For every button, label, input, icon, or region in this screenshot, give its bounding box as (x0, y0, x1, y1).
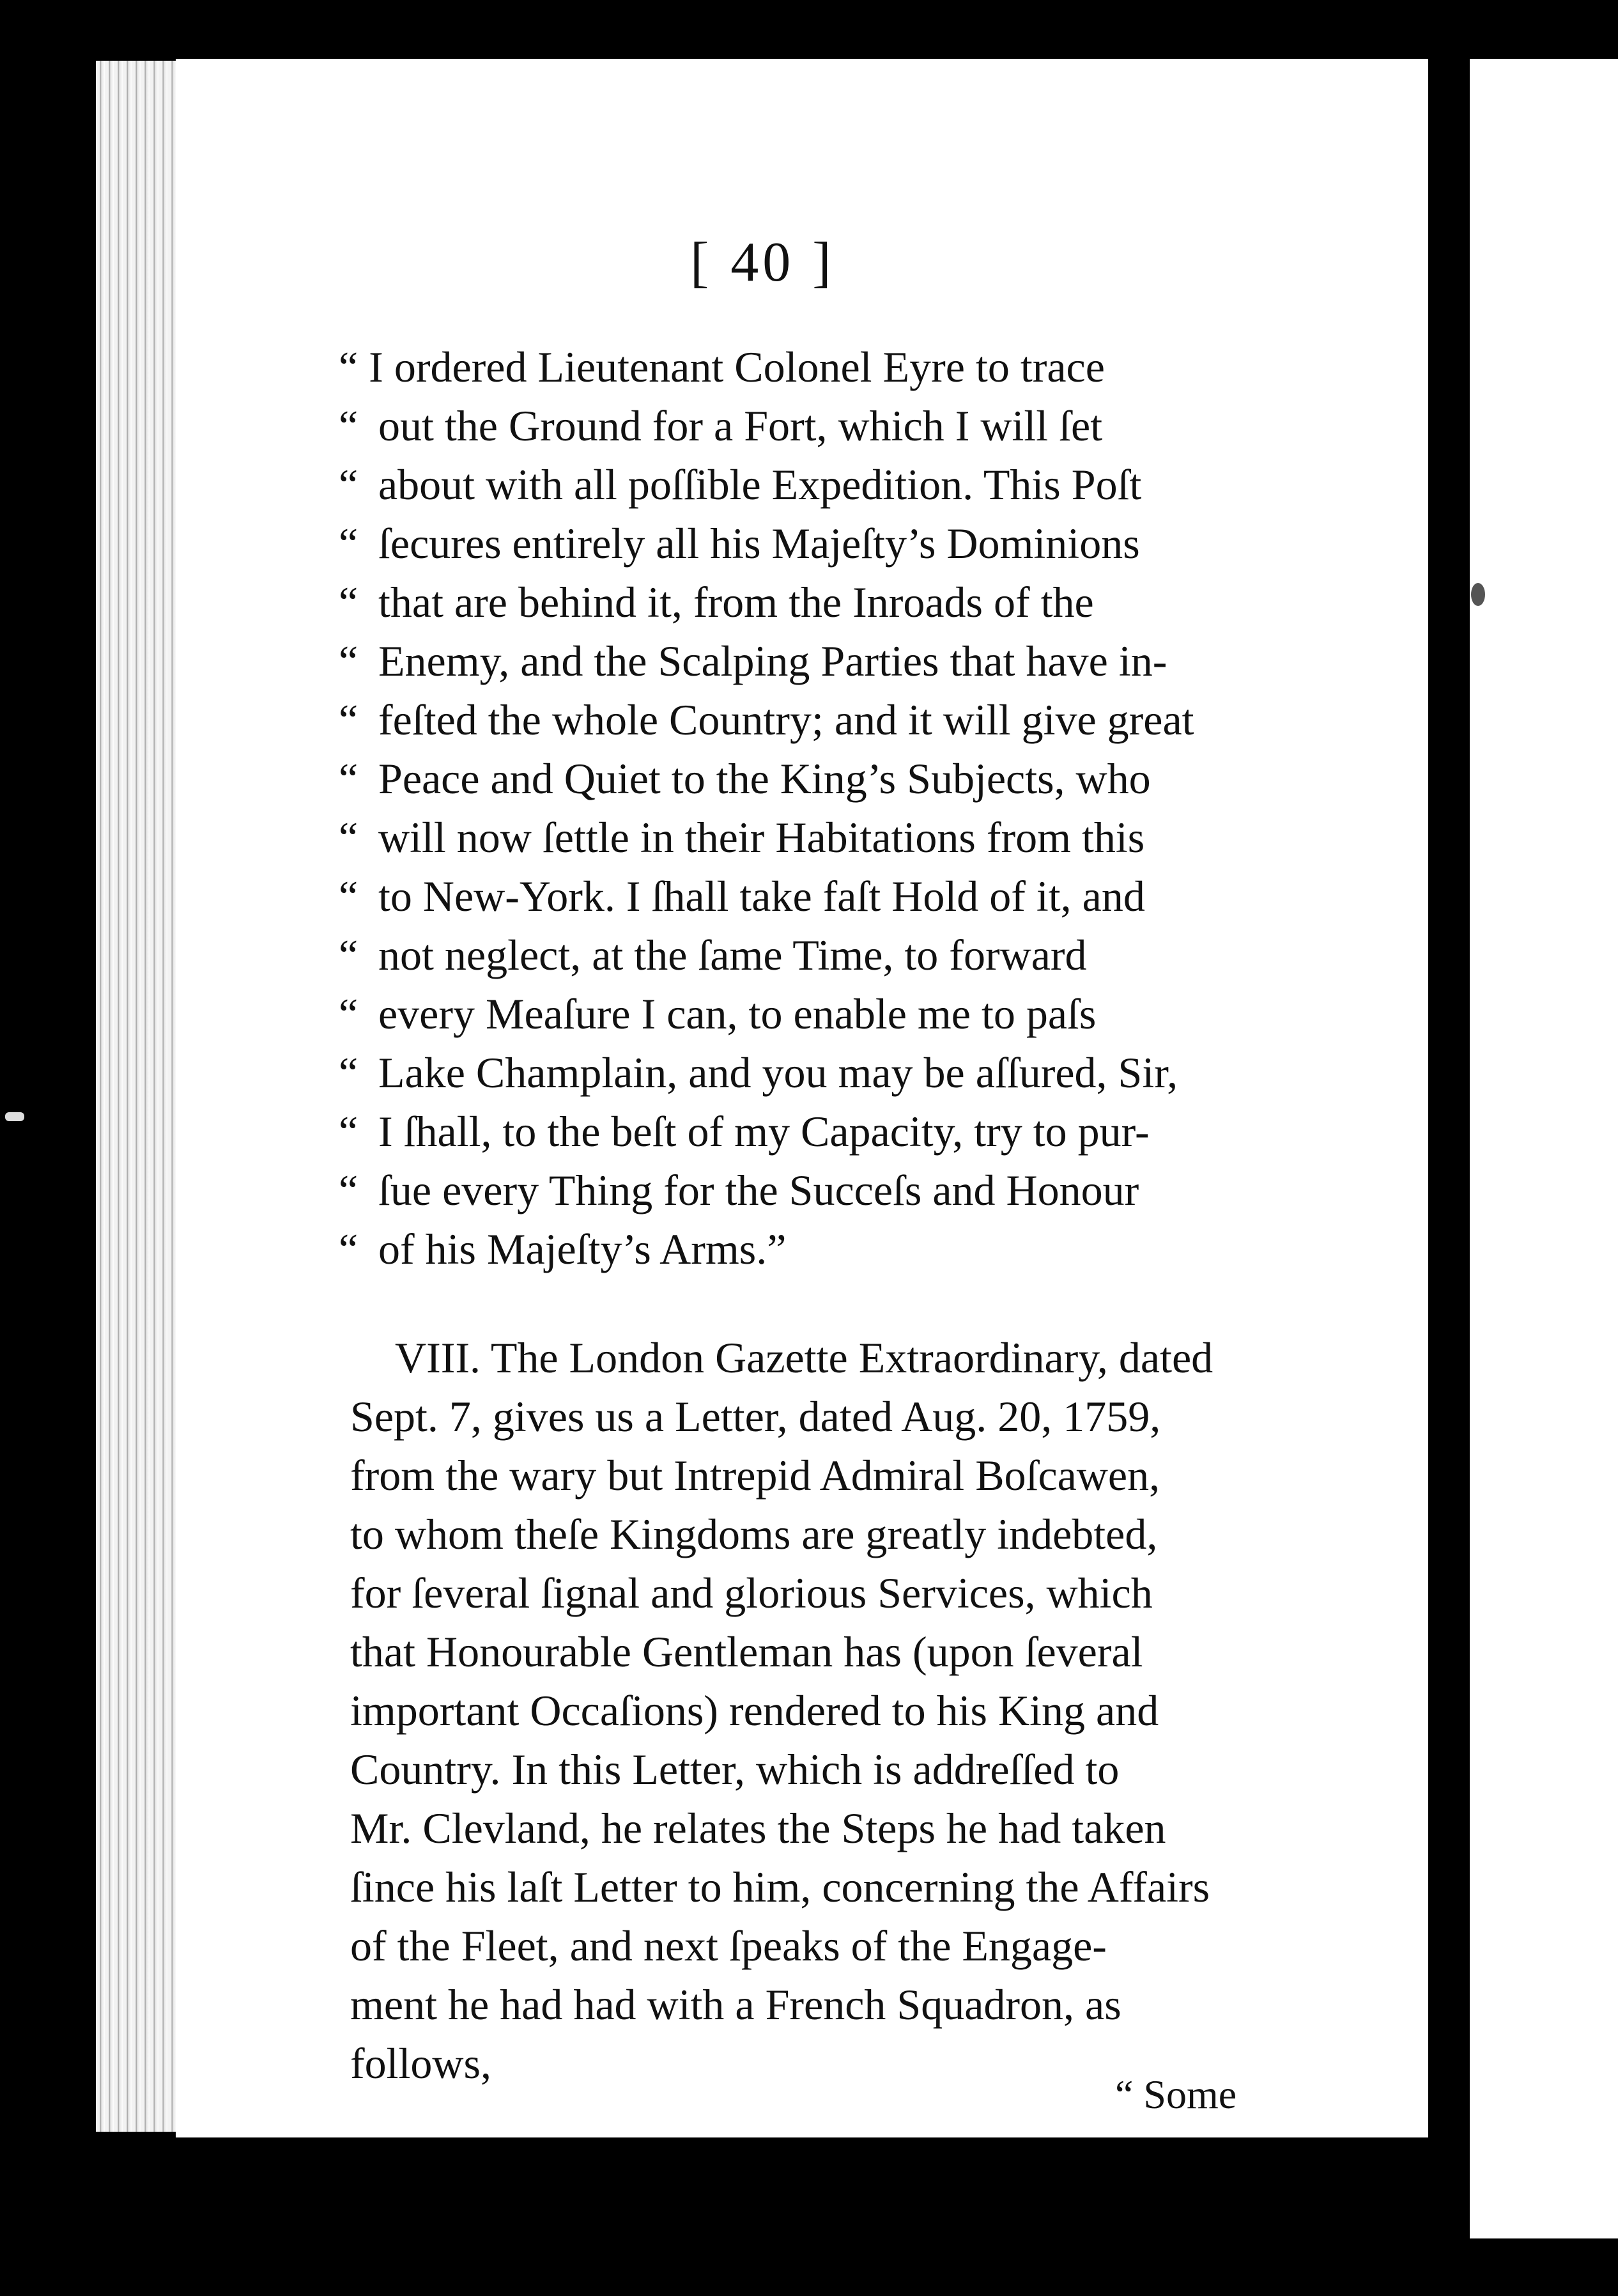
paragraph-line: of the Fleet, and next ſpeaks of the Engage- (350, 1921, 1107, 1970)
quote-line: “ about with all poſſible Expedition. This Poſt (339, 460, 1142, 509)
ink-spot (1471, 583, 1485, 606)
quote-line: “ to New-York. I ſhall take faſt Hold of it, and (339, 872, 1145, 920)
margin-mark (5, 1112, 24, 1121)
quote-line: “ will now ſettle in their Habitations from this (339, 813, 1145, 862)
paragraph-line: ſince his laſt Letter to him, concerning the Affairs (350, 1863, 1210, 1911)
paragraph-line: to whom theſe Kingdoms are greatly indebted, (350, 1510, 1158, 1558)
quote-line: “ not neglect, at the ſame Time, to forward (339, 931, 1087, 979)
quote-line: “ Peace and Quiet to the King’s Subjects, who (339, 754, 1151, 803)
quote-line: “ every Meaſure I can, to enable me to paſs (339, 989, 1097, 1038)
paragraph-line: Country. In this Letter, which is addreſſed to (350, 1745, 1120, 1794)
quote-line: “ that are behind it, from the Inroads of the (339, 578, 1094, 626)
page-number-header: [ 40 ] (690, 231, 835, 293)
paragraph-line: Mr. Clevland, he relates the Steps he had taken (350, 1804, 1166, 1852)
quote-line: “ out the Ground for a Fort, which I will ſet (339, 401, 1103, 450)
paragraph-line: follows, (350, 2039, 491, 2088)
paragraph-line: that Honourable Gentleman has (upon ſeveral (350, 1627, 1143, 1676)
quote-line: “ ſue every Thing for the Succeſs and Honour (339, 1166, 1139, 1214)
quote-line: “ Lake Champlain, and you may be aſſured, Sir, (339, 1048, 1178, 1097)
paragraph-line: ment he had had with a French Squadron, as (350, 1980, 1121, 2029)
quote-line: “ feſted the whole Country; and it will give great (339, 695, 1194, 744)
quote-line: “ of his Majeſty’s Arms.” (339, 1225, 787, 1273)
paragraph-line: for ſeveral ſignal and glorious Services, which (350, 1569, 1153, 1617)
catchword: “ Some (1115, 2072, 1237, 2117)
book-page-edges (96, 61, 179, 2132)
quote-line: “ ſecures entirely all his Majeſty’s Dominions (339, 519, 1140, 568)
quote-line: “ I ſhall, to the beſt of my Capacity, try to pur- (339, 1107, 1150, 1156)
quote-line: “ I ordered Lieutenant Colonel Eyre to trace (339, 343, 1105, 391)
paragraph-line: important Occaſions) rendered to his King and (350, 1686, 1159, 1735)
paragraph-line: from the wary but Intrepid Admiral Boſcawen, (350, 1451, 1160, 1500)
facing-page-edge (1470, 59, 1618, 2238)
paragraph-line: Sept. 7, gives us a Letter, dated Aug. 20, 1759, (350, 1392, 1161, 1441)
paragraph-line: VIII. The London Gazette Extraordinary, dated (395, 1333, 1214, 1382)
quote-line: “ Enemy, and the Scalping Parties that have in- (339, 637, 1167, 685)
